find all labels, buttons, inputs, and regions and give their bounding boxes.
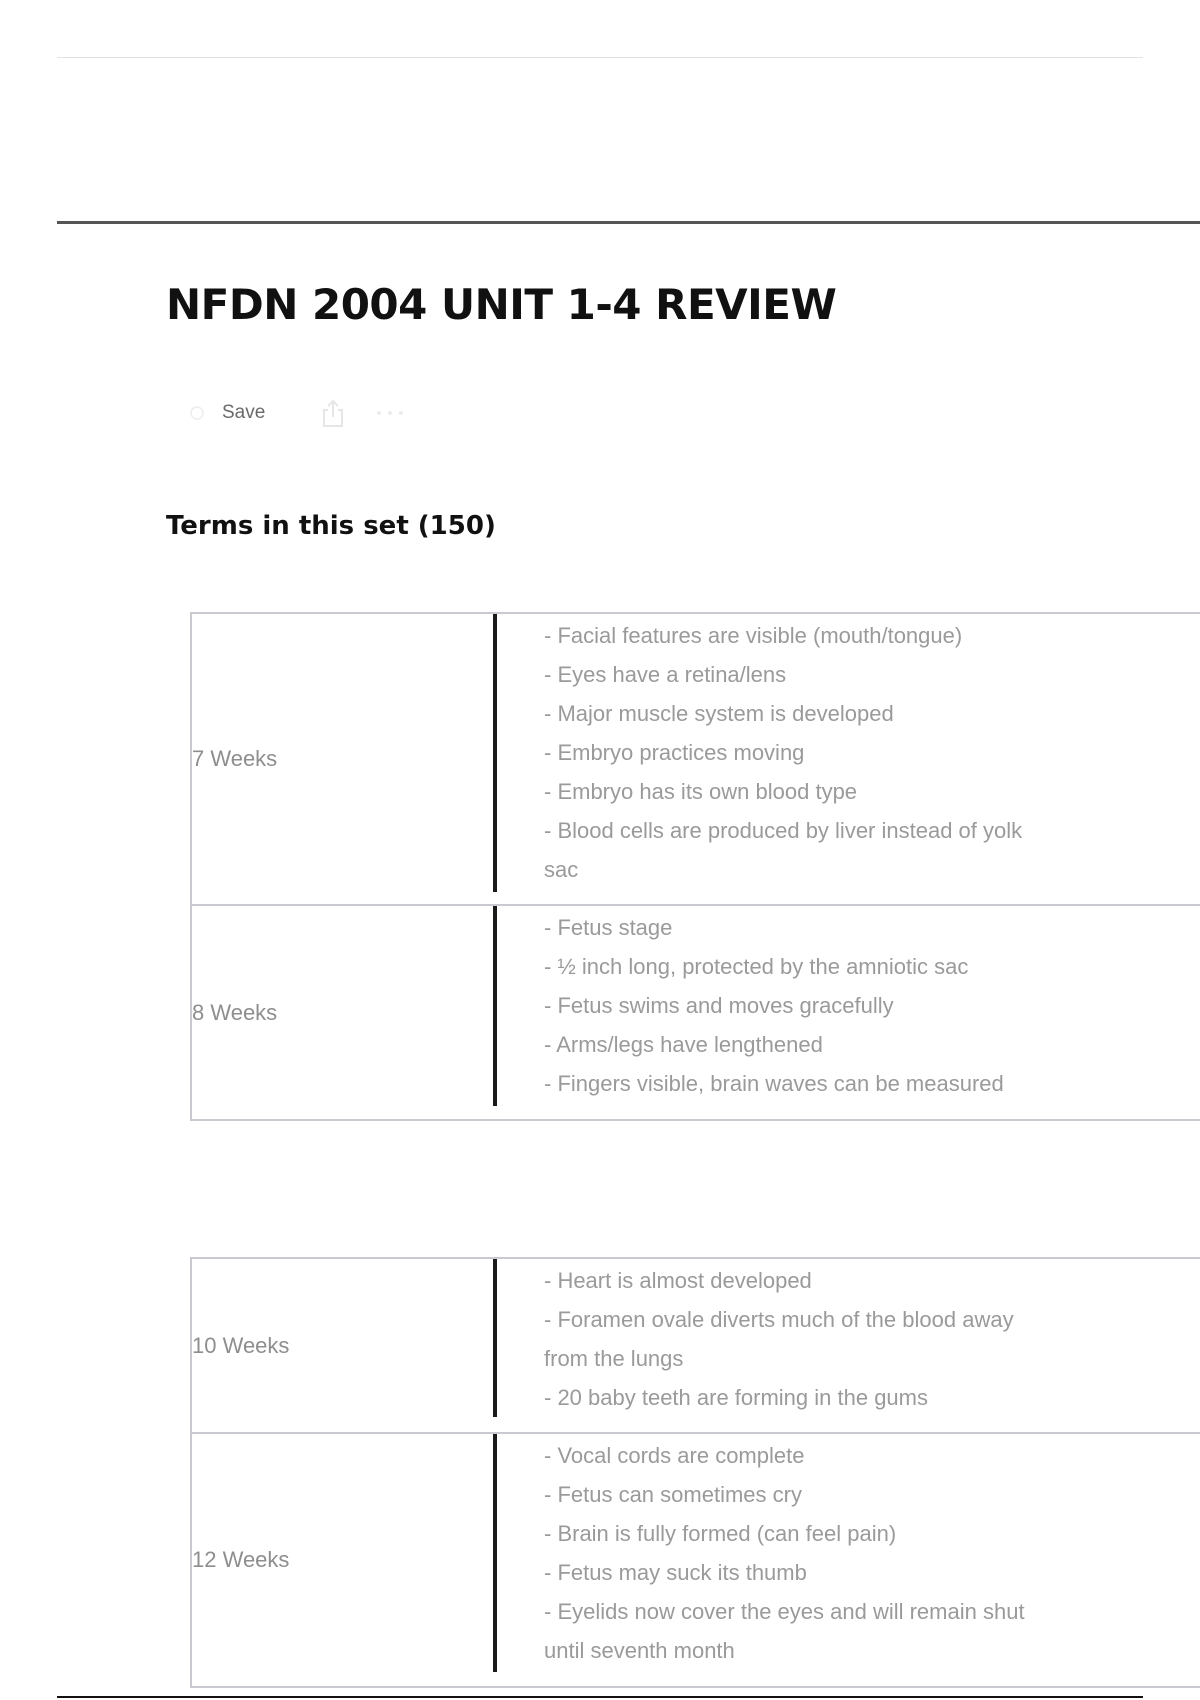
definition-line: - Facial features are visible (mouth/tongue) (544, 623, 963, 648)
definition-line: - Fingers visible, brain waves can be measured (544, 1071, 1004, 1096)
term-text: 8 Weeks (192, 999, 278, 1025)
terms-count-heading: Terms in this set (150) (166, 511, 496, 541)
definition-line: - Embryo practices moving (544, 740, 805, 765)
term-text: 10 Weeks (192, 1332, 290, 1358)
definition-list (544, 1261, 1104, 1417)
card-divider (493, 1259, 497, 1417)
definition-line: sac (544, 857, 579, 882)
set-actions (190, 396, 405, 430)
term-text: 7 Weeks (192, 746, 278, 771)
definition-line: - Eyes have a retina/lens (544, 662, 787, 687)
term-card (190, 904, 1200, 1121)
definition-line: - Foramen ovale diverts much of the blood away (544, 1307, 1014, 1332)
definition-line: - Major muscle system is developed (544, 701, 894, 726)
header-divider (57, 221, 1200, 224)
definition-line: - ½ inch long, protected by the amniotic sac (544, 954, 969, 979)
definition-line: - Fetus can sometimes cry (544, 1482, 802, 1507)
term-card (190, 1257, 1200, 1434)
definition-line: - Heart is almost developed (544, 1268, 812, 1293)
definition-line: until seventh month (544, 1638, 735, 1663)
more-horizontal-icon (375, 409, 405, 417)
save-icon (190, 406, 204, 420)
top-divider (57, 57, 1143, 58)
card-divider (493, 614, 497, 892)
card-divider (493, 1434, 497, 1672)
definition-line: - 20 baby teeth are forming in the gums (544, 1385, 928, 1410)
definition-line: - Fetus stage (544, 915, 673, 940)
definition-line: - Eyelids now cover the eyes and will remain shut (544, 1599, 1025, 1624)
term-card (190, 612, 1200, 906)
definition-line: - Vocal cords are complete (544, 1443, 805, 1468)
bottom-divider (57, 1696, 1143, 1698)
save-button[interactable] (190, 402, 265, 424)
definition-line: - Brain is fully formed (can feel pain) (544, 1521, 897, 1546)
definition-line: - Blood cells are produced by liver instead of yolk (544, 818, 1023, 843)
page-title: NFDN 2004 UNIT 1-4 REVIEW (166, 280, 837, 329)
card-divider (493, 906, 497, 1106)
save-label: Save (222, 402, 266, 423)
definition-line: - Arms/legs have lengthened (544, 1032, 823, 1057)
definition-line: - Fetus may suck its thumb (544, 1560, 807, 1585)
term-card (190, 1432, 1200, 1688)
definition-line: - Fetus swims and moves gracefully (544, 993, 894, 1018)
definition-line: from the lungs (544, 1346, 684, 1371)
share-icon (321, 398, 345, 428)
more-options-button[interactable] (375, 409, 405, 417)
definition-list (544, 1436, 1104, 1670)
definition-line: - Embryo has its own blood type (544, 779, 858, 804)
definition-list (544, 616, 1104, 889)
term-text: 12 Weeks (192, 1547, 290, 1572)
definition-list (544, 908, 1104, 1103)
share-button[interactable] (321, 398, 345, 428)
